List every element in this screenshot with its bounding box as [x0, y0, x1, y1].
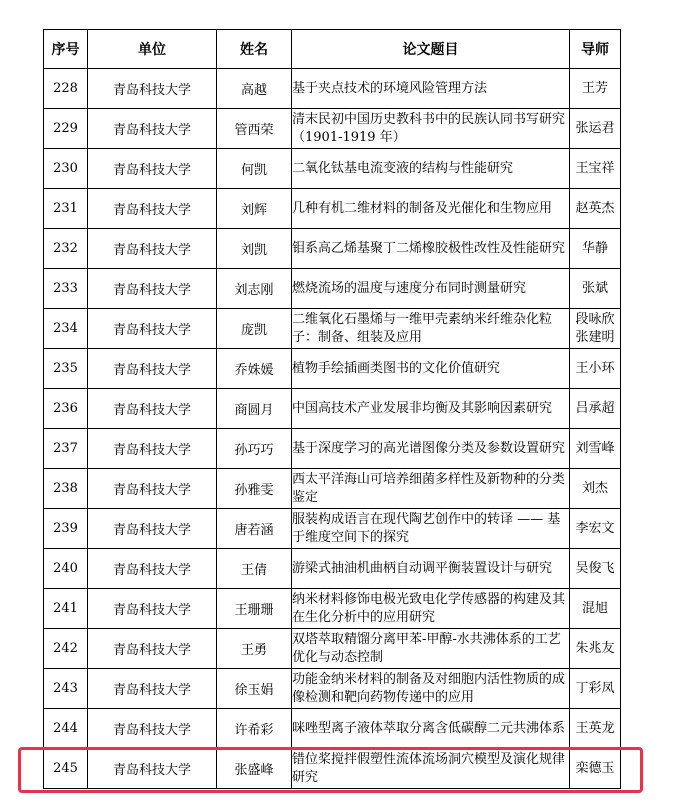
row-number: 234 [44, 309, 88, 349]
row-advisor: 李宏文 [570, 509, 621, 549]
row-advisor: 混旭 [570, 589, 621, 629]
row-number: 235 [44, 349, 88, 389]
row-number: 238 [44, 469, 88, 509]
row-name: 何凯 [217, 149, 292, 189]
row-advisor: 华静 [570, 229, 621, 269]
row-advisor: 张运君 [570, 109, 621, 149]
row-advisor: 刘杰 [570, 469, 621, 509]
header-title: 论文题目 [292, 30, 570, 69]
table-row [44, 509, 621, 549]
table-row [44, 749, 621, 789]
row-name: 王勇 [217, 629, 292, 669]
table-row [44, 269, 621, 309]
row-thesis-title: 钼系高乙烯基聚丁二烯橡胶极性改性及性能研究 [292, 229, 570, 269]
row-unit: 青岛科技大学 [88, 549, 217, 589]
row-thesis-title: 清末民初中国历史教科书中的民族认同书写研究（1901-1919 年） [292, 109, 570, 149]
table-row [44, 629, 621, 669]
row-thesis-title: 植物手绘插画类图书的文化价值研究 [292, 349, 570, 389]
table-row [44, 549, 621, 589]
row-unit: 青岛科技大学 [88, 429, 217, 469]
row-thesis-title: 中国高技术产业发展非均衡及其影响因素研究 [292, 389, 570, 429]
table-row [44, 229, 621, 269]
row-thesis-title: 燃烧流场的温度与速度分布同时测量研究 [292, 269, 570, 309]
row-name: 徐玉娟 [217, 669, 292, 709]
row-unit: 青岛科技大学 [88, 629, 217, 669]
row-thesis-title: 游梁式抽油机曲柄自动调平衡装置设计与研究 [292, 549, 570, 589]
row-number: 244 [44, 709, 88, 749]
row-thesis-title: 基于深度学习的高光谱图像分类及参数设置研究 [292, 429, 570, 469]
table-row [44, 669, 621, 709]
row-unit: 青岛科技大学 [88, 309, 217, 349]
table-header-row [44, 30, 621, 69]
row-thesis-title: 双塔萃取精馏分离甲苯-甲醇-水共沸体系的工艺优化与动态控制 [292, 629, 570, 669]
row-advisor: 王小环 [570, 349, 621, 389]
header-unit: 单位 [88, 30, 217, 69]
row-number: 242 [44, 629, 88, 669]
row-number: 237 [44, 429, 88, 469]
table-row [44, 69, 621, 109]
row-unit: 青岛科技大学 [88, 109, 217, 149]
row-unit: 青岛科技大学 [88, 509, 217, 549]
row-number: 233 [44, 269, 88, 309]
row-unit: 青岛科技大学 [88, 589, 217, 629]
row-thesis-title: 咪唑型离子液体萃取分离含低碳醇二元共沸体系 [292, 709, 570, 749]
row-advisor: 刘雪峰 [570, 429, 621, 469]
table-row [44, 149, 621, 189]
table-row [44, 349, 621, 389]
table-row [44, 469, 621, 509]
table-row [44, 389, 621, 429]
row-number: 239 [44, 509, 88, 549]
row-number: 228 [44, 69, 88, 109]
row-thesis-title: 二维氧化石墨烯与一维甲壳素纳米纤维杂化粒子：制备、组装及应用 [292, 309, 570, 349]
row-unit: 青岛科技大学 [88, 749, 217, 789]
row-name: 刘辉 [217, 189, 292, 229]
row-unit: 青岛科技大学 [88, 709, 217, 749]
row-unit: 青岛科技大学 [88, 149, 217, 189]
row-number: 231 [44, 189, 88, 229]
row-number: 245 [44, 749, 88, 789]
row-name: 高越 [217, 69, 292, 109]
row-number: 240 [44, 549, 88, 589]
row-number: 241 [44, 589, 88, 629]
row-advisor: 王宝祥 [570, 149, 621, 189]
row-unit: 青岛科技大学 [88, 349, 217, 389]
table-row [44, 309, 621, 349]
row-thesis-title: 错位桨搅拌假塑性流体流场洞穴模型及演化规律研究 [292, 749, 570, 789]
table-body [44, 69, 621, 789]
row-name: 管西荣 [217, 109, 292, 149]
row-unit: 青岛科技大学 [88, 389, 217, 429]
row-name: 商圆月 [217, 389, 292, 429]
row-name: 许希彩 [217, 709, 292, 749]
row-name: 张盛峰 [217, 749, 292, 789]
row-advisor: 丁彩凤 [570, 669, 621, 709]
row-unit: 青岛科技大学 [88, 669, 217, 709]
row-name: 乔姝媛 [217, 349, 292, 389]
table-row [44, 189, 621, 229]
row-unit: 青岛科技大学 [88, 69, 217, 109]
row-name: 孙巧巧 [217, 429, 292, 469]
table-row [44, 589, 621, 629]
row-name: 刘凯 [217, 229, 292, 269]
row-advisor: 段咏欣 张建明 [570, 309, 621, 349]
row-number: 232 [44, 229, 88, 269]
thesis-table [43, 29, 621, 789]
row-thesis-title: 几种有机二维材料的制备及光催化和生物应用 [292, 189, 570, 229]
row-number: 243 [44, 669, 88, 709]
row-thesis-title: 二氧化钛基电流变液的结构与性能研究 [292, 149, 570, 189]
row-advisor: 朱兆友 [570, 629, 621, 669]
row-unit: 青岛科技大学 [88, 469, 217, 509]
row-number: 230 [44, 149, 88, 189]
header-no: 序号 [44, 30, 88, 69]
table-row [44, 429, 621, 469]
row-name: 王倩 [217, 549, 292, 589]
row-thesis-title: 基于夹点技术的环境风险管理方法 [292, 69, 570, 109]
row-number: 236 [44, 389, 88, 429]
row-unit: 青岛科技大学 [88, 189, 217, 229]
row-name: 刘志刚 [217, 269, 292, 309]
row-name: 孙雅雯 [217, 469, 292, 509]
table-row [44, 109, 621, 149]
row-advisor: 王英龙 [570, 709, 621, 749]
row-thesis-title: 服装构成语言在现代陶艺创作中的转译 —— 基于维度空间下的探究 [292, 509, 570, 549]
row-number: 229 [44, 109, 88, 149]
row-advisor: 栾德玉 [570, 749, 621, 789]
row-advisor: 王芳 [570, 69, 621, 109]
row-name: 唐若涵 [217, 509, 292, 549]
row-advisor: 吕承超 [570, 389, 621, 429]
table-row [44, 709, 621, 749]
row-advisor: 吴俊飞 [570, 549, 621, 589]
row-thesis-title: 西太平洋海山可培养细菌多样性及新物种的分类鉴定 [292, 469, 570, 509]
row-advisor: 赵英杰 [570, 189, 621, 229]
row-thesis-title: 纳米材料修饰电极光致电化学传感器的构建及其在生化分析中的应用研究 [292, 589, 570, 629]
row-thesis-title: 功能金纳米材料的制备及对细胞内活性物质的成像检测和靶向药物传递中的应用 [292, 669, 570, 709]
header-name: 姓名 [217, 30, 292, 69]
header-advisor: 导师 [570, 30, 621, 69]
row-name: 王珊珊 [217, 589, 292, 629]
row-advisor: 张斌 [570, 269, 621, 309]
row-unit: 青岛科技大学 [88, 269, 217, 309]
row-unit: 青岛科技大学 [88, 229, 217, 269]
row-name: 庞凯 [217, 309, 292, 349]
